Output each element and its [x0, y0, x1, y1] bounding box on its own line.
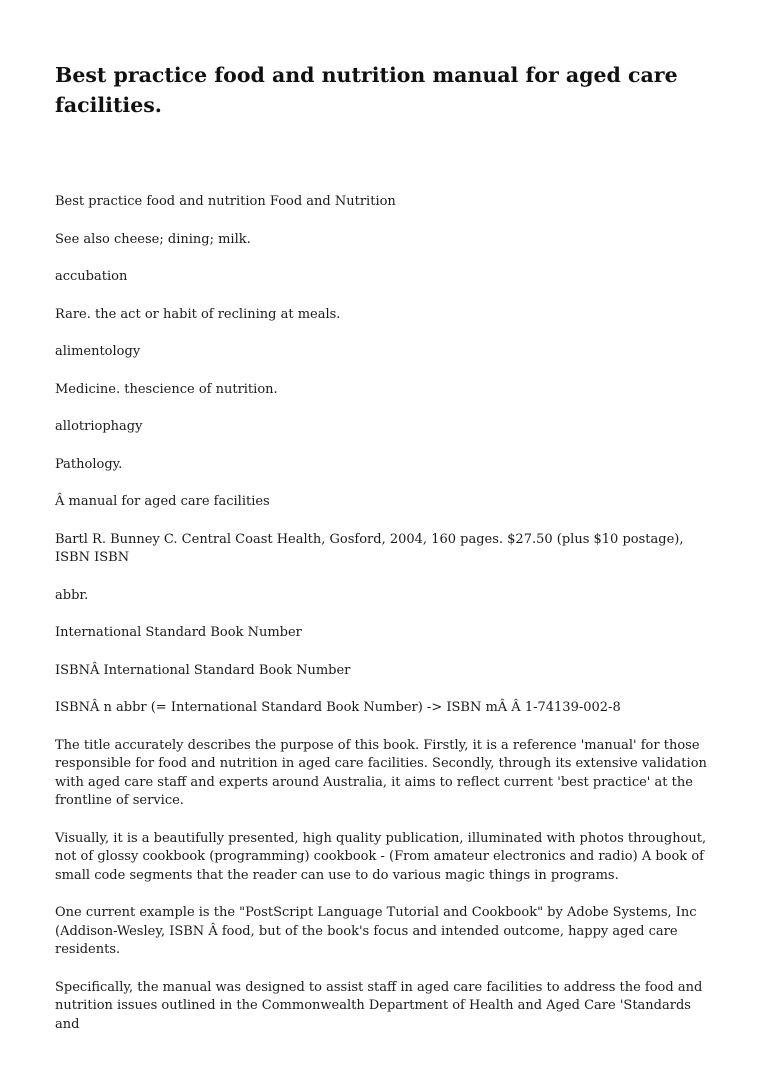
paragraph: See also cheese; dining; milk.: [55, 231, 251, 247]
paragraph: Â manual for aged care facilities: [55, 494, 270, 509]
paragraph: ISBNÂ n abbr (= International Standard Book Number) -> ISBN mÂ Â 1-74139-002-8: [55, 700, 621, 715]
paragraph: Visually, it is a beautifully presented, high quality publication, illuminated with photos throughout, not of glossy cookbook (programming) cookbook - (From amateur electronics and radio) A book of small code segments that the reader can use to do various magic things in programs.: [55, 830, 707, 883]
paragraph: One current example is the "PostScript Language Tutorial and Cookbook" by Adobe Systems, Inc (Addison-Wesley, ISBN Â food, but of the book's focus and intended outcome, happy aged care residents.: [55, 905, 697, 957]
paragraph: Pathology.: [55, 456, 123, 472]
paragraph: ISBNÂ International Standard Book Number: [55, 662, 351, 678]
paragraph: alimentology: [55, 344, 141, 359]
paragraph: Rare. the act or habit of reclining at meals.: [55, 306, 341, 322]
paragraph: International Standard Book Number: [55, 625, 302, 640]
paragraph: Specifically, the manual was designed to assist staff in aged care facilities to address the food and nutrition issues outlined in the Commonwealth Department of Health and Aged Care 'Standards and: [55, 979, 703, 1032]
document-page: [55, 60, 715, 1053]
document-title: Best practice food and nutrition manual for aged care facilities.: [55, 63, 678, 117]
paragraph: allotriophagy: [55, 419, 143, 434]
paragraph: abbr.: [55, 587, 89, 603]
paragraph: Bartl R. Bunney C. Central Coast Health, Gosford, 2004, 160 pages. $27.50 (plus $10 postage), ISBN ISBN: [55, 531, 684, 565]
paragraph: accubation: [55, 269, 128, 284]
paragraph: Medicine. thescience of nutrition.: [55, 381, 278, 397]
paragraph: The title accurately describes the purpose of this book. Firstly, it is a reference 'manual' for those responsible for food and nutrition in aged care facilities. Secondly, through its extensive validation with aged care staff and experts around Australia, it aims to reflect current 'best practice' at the frontline of service.: [55, 737, 707, 808]
document-body: [55, 193, 715, 1034]
paragraph: Best practice food and nutrition Food and Nutrition: [55, 194, 396, 209]
